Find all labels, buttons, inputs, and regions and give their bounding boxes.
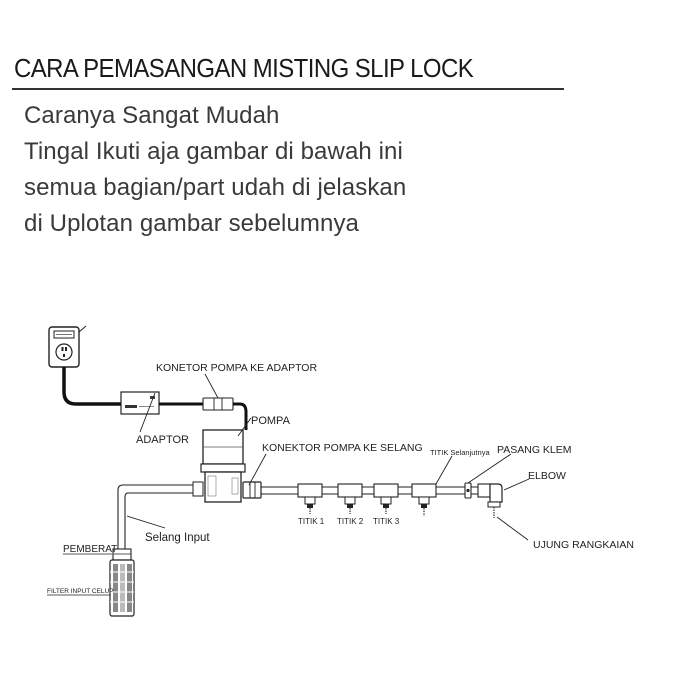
titik-selanjutnya-tee-icon xyxy=(412,484,436,516)
pump-icon xyxy=(201,430,245,502)
label-titik-3: TITIK 3 xyxy=(373,517,400,526)
pump-power-cable xyxy=(233,404,246,430)
clamp-icon xyxy=(465,483,471,498)
label-elbow: ELBOW xyxy=(528,470,566,482)
label-adaptor: ADAPTOR xyxy=(136,434,189,446)
pump-adaptor-connector-icon xyxy=(203,398,233,410)
label-ujung-rangkaian: UJUNG RANGKAIAN xyxy=(533,539,634,551)
filter-icon xyxy=(110,560,134,616)
timer-socket-icon xyxy=(49,326,86,367)
label-selang-input: Selang Input xyxy=(145,532,210,544)
adaptor-icon xyxy=(121,392,159,414)
label-pompa: POMPA xyxy=(251,415,290,427)
intro-line-4: di Uplotan gambar sebelumnya xyxy=(24,210,359,237)
output-hose xyxy=(245,487,492,494)
leader-lines xyxy=(127,374,529,540)
label-titik-2: TITIK 2 xyxy=(337,517,364,526)
label-titik-1: TITIK 1 xyxy=(298,517,325,526)
label-pemberat: PEMBERAT xyxy=(63,544,118,555)
label-konektor-pompa-selang: KONEKTOR POMPA KE SELANG xyxy=(262,442,423,454)
titik-3-tee-icon xyxy=(374,484,398,514)
page-title: CARA PEMASANGAN MISTING SLIP LOCK xyxy=(14,55,474,83)
intro-line-3: semua bagian/part udah di jelaskan xyxy=(24,174,407,201)
pump-hose-connector-icon xyxy=(243,482,261,498)
power-cable xyxy=(64,367,122,404)
label-titik-selanjutnya: TITIK Selanjutnya xyxy=(430,448,490,457)
titik-1-tee-icon xyxy=(298,484,322,514)
titik-2-tee-icon xyxy=(338,484,362,514)
elbow-icon xyxy=(478,484,502,518)
label-filter-input-celup: FILTER INPUT CELUP xyxy=(47,588,114,595)
label-konektor-pompa-adaptor: KONETOR POMPA KE ADAPTOR xyxy=(156,362,318,374)
intro-line-1: Caranya Sangat Mudah xyxy=(24,102,280,129)
label-pasang-klem: PASANG KLEM xyxy=(497,444,572,456)
intro-line-2: Tingal Ikuti aja gambar di bawah ini xyxy=(24,138,403,165)
